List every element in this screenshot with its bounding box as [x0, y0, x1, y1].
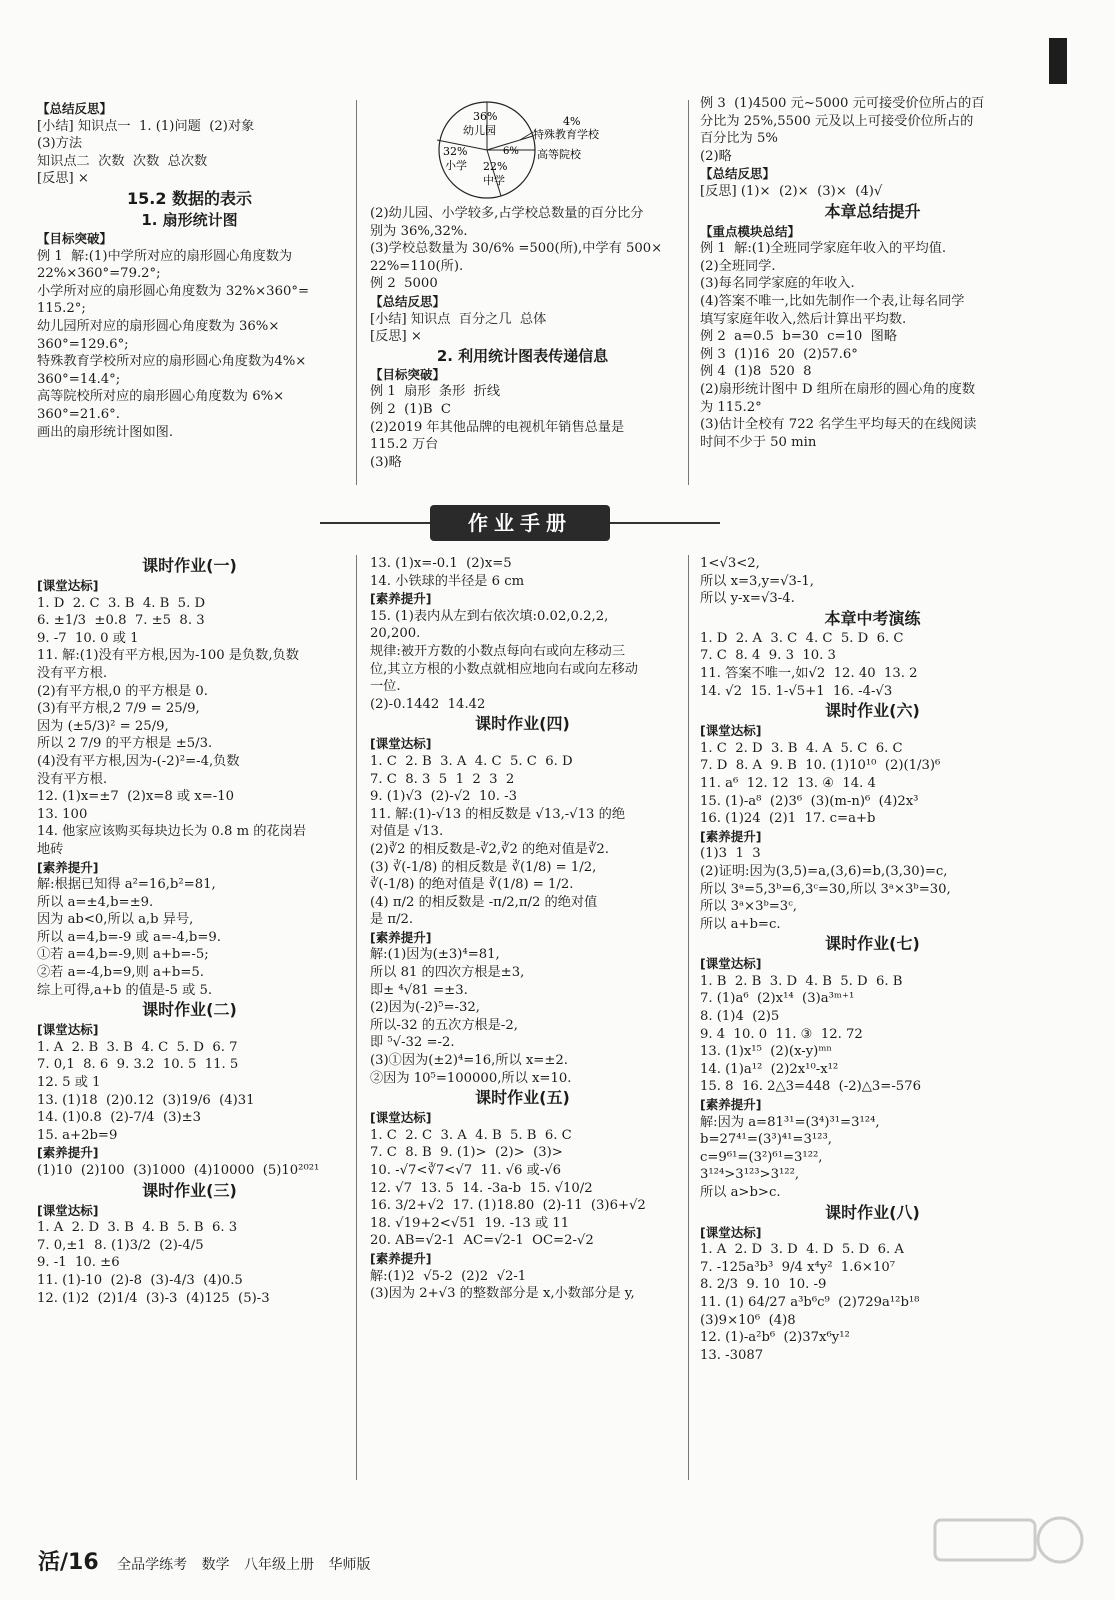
answer-line: 1. C 2. B 3. A 4. C 5. C 6. D	[370, 753, 573, 769]
answer-line: 3¹²⁴>3¹²³>3¹²²,	[700, 1167, 800, 1183]
pie-label: 特殊教育学校	[533, 128, 599, 141]
answer-line: 11. 答案不唯一,如√2 12. 40 13. 2	[700, 665, 918, 681]
answer-line: 例 2 5000	[370, 276, 438, 292]
answer-line: 所以 x=3,y=√3-1,	[700, 573, 814, 589]
answer-line: 11. a⁶ 12. 12 13. ④ 14. 4	[700, 775, 876, 791]
answer-column-1	[37, 100, 342, 441]
subject: 数学	[201, 1557, 230, 1573]
answer-line: 11. (1) 64/27 a³b⁶c⁹ (2)729a¹²b¹⁸	[700, 1294, 920, 1310]
answer-line: 解:(1)2 √5-2 (2)2 √2-1	[370, 1268, 527, 1284]
answer-line: 9. -7 10. 0 或 1	[37, 630, 139, 646]
answer-column-3	[700, 95, 1045, 451]
answer-line: 课时作业(四)	[475, 714, 570, 734]
pie-label: 4%	[563, 115, 581, 128]
answer-line: 7. C 8. B 9. (1)> (2)> (3)>	[370, 1145, 563, 1161]
answer-line: [课堂达标]	[37, 1202, 99, 1218]
answer-line: 规律:被开方数的小数点每向右或向左移动三	[370, 643, 626, 659]
answer-line: (2)全班同学.	[700, 258, 776, 274]
answer-line: 百分比为 5%	[700, 131, 778, 147]
pie-label: 36%	[473, 110, 498, 123]
answer-line: b=27⁴¹=(3³)⁴¹=3¹²³,	[700, 1132, 832, 1148]
answer-line: (2)略	[700, 148, 732, 164]
answer-line: 课时作业(一)	[142, 556, 237, 575]
answer-line: 【总结反思】	[37, 101, 113, 116]
answer-line: 例 3 (1)16 20 (2)57.6°	[700, 346, 858, 362]
page-footer	[38, 1545, 380, 1576]
answer-line: 所以 81 的四次方根是±3,	[370, 965, 525, 981]
answer-line: 没有平方根.	[37, 771, 108, 787]
column-divider	[356, 100, 357, 485]
answer-line: [课堂达标]	[700, 723, 762, 739]
banner-rule-right	[610, 522, 720, 524]
answer-line: [课堂达标]	[37, 578, 99, 593]
answer-line: 7. -125a³b³ 9/4 x⁴y² 1.6×10⁷	[700, 1259, 896, 1275]
answer-line: 10. -√7<∛7<√7 11. √6 或-√6	[370, 1163, 562, 1178]
answer-line: 360°=129.6°;	[37, 336, 129, 352]
answer-line: 所以-32 的五次方根是-2,	[370, 1017, 518, 1033]
answer-line: 15. 8 16. 2△3=448 (-2)△3=-576	[700, 1079, 921, 1095]
answer-line: 例 4 (1)8 520 8	[700, 364, 812, 380]
answer-line: 例 2 a=0.5 b=30 c=10 图略	[700, 329, 898, 345]
answer-line: 13. 100	[37, 806, 88, 822]
answer-line: [素养提升]	[370, 929, 432, 945]
watermark-logo	[925, 1510, 1085, 1590]
answer-line: (4) π/2 的相反数是 -π/2,π/2 的绝对值	[370, 894, 598, 910]
answer-line: 14. √2 15. 1-√5+1 16. -4-√3	[700, 683, 893, 699]
answer-line: [素养提升]	[370, 591, 432, 607]
answer-line: [小结] 知识点一 1. (1)问题 (2)对象	[37, 118, 255, 134]
answer-line: 1. A 2. D 3. B 4. B 5. B 6. 3	[37, 1220, 238, 1236]
answer-line: 例 1 解:(1)中学所对应的扇形圆心角度数为	[37, 248, 293, 264]
answer-line: 【重点模块总结】	[700, 223, 801, 239]
answer-line: 20. AB=√2-1 AC=√2-1 OC=2-√2	[370, 1233, 594, 1249]
pie-chart	[425, 100, 665, 200]
answer-line: 12. (1)2 (2)1/4 (3)-3 (4)125 (5)-3	[37, 1290, 270, 1306]
answer-line: 例 2 (1)B C	[370, 401, 451, 417]
answer-line: 【总结反思】	[700, 166, 776, 182]
answer-line: 课时作业(二)	[142, 1000, 237, 1020]
answer-line: (2)∛2 的相反数是-∛2,∛2 的绝对值是∛2.	[370, 841, 609, 857]
answer-line: 【目标突破】	[37, 230, 113, 246]
answer-line: 所以 a>b>c.	[700, 1185, 781, 1200]
answer-line: 22%=110(所).	[370, 258, 464, 274]
answer-line: 课时作业(八)	[825, 1202, 920, 1222]
answer-line: [素养提升]	[37, 859, 99, 875]
answer-line: (3)9×10⁶ (4)8	[700, 1312, 796, 1328]
answer-line: 9. 4 10. 0 11. ③ 12. 72	[700, 1026, 863, 1042]
grade: 八年级上册	[244, 1557, 315, 1573]
answer-line: ②因为 10⁵=100000,所以 x=10.	[370, 1070, 572, 1086]
answer-line: 时间不少于 50 min	[700, 434, 817, 450]
answer-line: (2)有平方根,0 的平方根是 0.	[37, 683, 208, 699]
answer-line: (3)因为 2+√3 的整数部分是 x,小数部分是 y,	[370, 1286, 635, 1302]
answer-line: ∛(-1/8) 的绝对值是 ∛(1/8) = 1/2.	[370, 877, 574, 893]
answer-line: 15. a+2b=9	[37, 1127, 118, 1143]
answer-line: (3) ∛(-1/8) 的相反数是 ∛(1/8) = 1/2,	[370, 859, 597, 875]
answer-line: 解:(1)因为(±3)⁴=81,	[370, 947, 500, 963]
answer-line: [素养提升]	[37, 1145, 99, 1161]
answer-line: (4)没有平方根,因为-(-2)²=-4,负数	[37, 753, 240, 769]
answer-line: 115.2 万台	[370, 437, 439, 453]
answer-line: 16. (1)24 (2)1 17. c=a+b	[700, 811, 876, 827]
answer-line: 课时作业(五)	[475, 1088, 570, 1108]
answer-line: 课时作业(三)	[142, 1180, 237, 1200]
column-divider	[688, 100, 689, 485]
corner-mark	[1049, 38, 1067, 84]
answer-line: (1)10 (2)100 (3)1000 (4)10000 (5)10²⁰²¹	[37, 1163, 320, 1178]
answer-line: 因为 (±5/3)² = 25/9,	[37, 718, 169, 734]
answer-line: 小学所对应的扇形圆心角度数为 32%×360°=	[37, 283, 309, 299]
answer-line: (1)3 1 3	[700, 846, 761, 862]
answer-line: 1. A 2. D 3. D 4. D 5. D 6. A	[700, 1242, 904, 1258]
answer-line: (3)学校总数量为 30/6% =500(所),中学有 500×	[370, 241, 663, 257]
answer-line: [素养提升]	[370, 1250, 432, 1266]
column-divider	[688, 555, 689, 1480]
pie-label: 小学	[445, 159, 467, 172]
answer-line: (2)扇形统计图中 D 组所在扇形的圆心角的度数	[700, 381, 976, 397]
answer-line: 一位.	[370, 679, 401, 695]
answer-line: [课堂达标]	[700, 956, 762, 972]
answer-line: 12. √7 13. 5 14. -3a-b 15. √10/2	[370, 1180, 593, 1196]
answer-line: 7. (1)a⁶ (2)x¹⁴ (3)a³ᵐ⁺¹	[700, 991, 855, 1007]
answer-line: 360°=21.6°.	[37, 406, 120, 422]
answer-line: 因为 ab<0,所以 a,b 异号,	[37, 912, 194, 928]
book-title: 全品学练考	[117, 1557, 188, 1573]
answer-line: 15. (1)表内从左到右依次填:0.02,0.2,2,	[370, 608, 609, 624]
answer-line: 22%×360°=79.2°;	[37, 266, 161, 282]
answer-line: c=9⁶¹=(3²)⁶¹=3¹²²,	[700, 1149, 823, 1165]
answer-line: 所以 y-x=√3-4.	[700, 591, 795, 607]
answer-line: 解:因为 a=81³¹=(3⁴)³¹=3¹²⁴,	[700, 1114, 880, 1130]
answer-line: 1. D 2. A 3. C 4. C 5. D 6. C	[700, 630, 904, 646]
answer-line: ①若 a=4,b=-9,则 a+b=-5;	[37, 947, 209, 963]
answer-line: 14. 他家应该购买每块边长为 0.8 m 的花岗岩	[37, 824, 307, 840]
answer-line: [素养提升]	[700, 1097, 762, 1113]
answer-line: 所以 3ᵃ=5,3ᵇ=6,3ᶜ=30,所以 3ᵃ×3ᵇ=30,	[700, 881, 951, 897]
answer-line: 11. 解:(1)-√13 的相反数是 √13,-√13 的绝	[370, 806, 626, 822]
answer-line: 1. D 2. C 3. B 4. B 5. D	[37, 595, 206, 611]
answer-line: 画出的扇形统计图如图.	[37, 424, 174, 440]
pie-label: 32%	[443, 145, 468, 158]
column-divider	[356, 555, 357, 1480]
answer-line: 所以 a=±4,b=±9.	[37, 894, 154, 910]
answer-line: 【目标突破】	[370, 366, 446, 382]
answer-line: 所以 2 7/9 的平方根是 ±5/3.	[37, 736, 213, 752]
answer-line: 分比为 25%,5500 元及以上可接受价位所占的	[700, 113, 974, 129]
answer-line: [反思] ×	[370, 329, 422, 345]
answer-line: 课时作业(六)	[825, 701, 920, 721]
answer-column-6	[700, 555, 1045, 1364]
answer-line: 20,200.	[370, 626, 421, 642]
answer-line: 8. (1)4 (2)5	[700, 1009, 780, 1025]
pie-label: 中学	[483, 174, 505, 187]
answer-line: 例 1 解:(1)全班同学家庭年收入的平均值.	[700, 241, 947, 257]
answer-column-4	[37, 555, 342, 1307]
answer-line: 即 ⁵√-32 =-2.	[370, 1035, 455, 1051]
answer-line: ②若 a=-4,b=9,则 a+b=5.	[37, 965, 204, 981]
answer-line: 知识点二 次数 次数 总次数	[37, 153, 208, 169]
answer-column-2	[370, 205, 675, 471]
answer-line: 7. C 8. 4 9. 3 10. 3	[700, 648, 836, 664]
answer-line: 7. C 8. 3 5 1 2 3 2	[370, 771, 515, 787]
page-number: 活/16	[38, 1550, 99, 1575]
answer-line: 别为 36%,32%.	[370, 223, 468, 239]
answer-line: 解:根据已知得 a²=16,b²=81,	[37, 877, 216, 893]
answer-line: 例 3 (1)4500 元~5000 元可接受价位所占的百	[700, 96, 985, 111]
answer-line: 本章中考演练	[824, 608, 921, 628]
answer-line: 15. (1)-a⁸ (2)3⁶ (3)(m-n)⁶ (4)2x³	[700, 793, 919, 809]
answer-line: (2)-0.1442 14.42	[370, 696, 486, 712]
answer-line: 13. (1)x=-0.1 (2)x=5	[370, 556, 512, 571]
answer-line: 7. 0,±1 8. (1)3/2 (2)-4/5	[37, 1237, 204, 1253]
answer-line: 例 1 扇形 条形 折线	[370, 384, 501, 400]
answer-line: 对值是 √13.	[370, 824, 444, 840]
answer-line: 14. (1)a¹² (2)2x¹⁰-x¹²	[700, 1061, 839, 1077]
answer-line: 所以 a+b=c.	[700, 916, 781, 932]
answer-line: 所以 a=4,b=-9 或 a=-4,b=9.	[37, 929, 221, 945]
answer-line: 没有平方根.	[37, 665, 108, 681]
answer-line: 即± ⁴√81 =±3.	[370, 982, 468, 998]
edition: 华师版	[328, 1557, 371, 1573]
answer-line: 高等院校所对应的扇形圆心角度数为 6%×	[37, 389, 285, 405]
answer-line: 14. 小铁球的半径是 6 cm	[370, 573, 525, 589]
answer-line: 【总结反思】	[370, 293, 446, 309]
answer-line: 幼儿园所对应的扇形圆心角度数为 36%×	[37, 318, 280, 334]
answer-line: 1<√3<2,	[700, 556, 760, 571]
answer-line: 是 π/2.	[370, 912, 414, 928]
answer-line: 13. (1)18 (2)0.12 (3)19/6 (4)31	[37, 1092, 255, 1108]
answer-line: [课堂达标]	[37, 1022, 99, 1038]
answer-line: 7. 0,1 8. 6 9. 3.2 10. 5 11. 5	[37, 1057, 239, 1073]
banner-rule-left	[320, 522, 430, 524]
answer-line: (2)2019 年其他品牌的电视机年销售总量是	[370, 419, 625, 435]
answer-line: (3)略	[370, 454, 402, 470]
section-banner: 作业手册	[430, 505, 610, 541]
answer-line: [课堂达标]	[370, 1110, 432, 1126]
answer-line: 课时作业(七)	[825, 934, 920, 954]
answer-line: 14. (1)0.8 (2)-7/4 (3)±3	[37, 1110, 202, 1126]
answer-line: 115.2°;	[37, 301, 86, 317]
answer-line: 11. (1)-10 (2)-8 (3)-4/3 (4)0.5	[37, 1272, 243, 1288]
answer-line: 填写家庭年收入,然后计算出平均数.	[700, 311, 907, 327]
pie-label: 6%	[503, 146, 519, 157]
answer-line: (3)方法	[37, 136, 83, 152]
answer-line: 360°=14.4°;	[37, 371, 121, 387]
answer-line: 6. ±1/3 ±0.8 7. ±5 8. 3	[37, 613, 205, 629]
answer-line: (3)每名同学家庭的年收入.	[700, 276, 855, 292]
answer-line: 2. 利用统计图表传递信息	[436, 346, 609, 365]
answer-line: (2)因为(-2)⁵=-32,	[370, 1000, 480, 1016]
answer-line: 所以 3ᵃ×3ᵇ=3ᶜ,	[700, 899, 797, 915]
answer-line: 为 115.2°	[700, 399, 762, 415]
answer-line: 综上可得,a+b 的值是-5 或 5.	[37, 982, 213, 998]
answer-line: [反思] ×	[37, 171, 89, 187]
answer-line: 1. 扇形统计图	[141, 210, 238, 229]
answer-line: 13. -3087	[700, 1347, 764, 1363]
pie-label: 幼儿园	[463, 124, 496, 137]
answer-line: [反思] (1)× (2)× (3)× (4)√	[700, 183, 883, 199]
answer-line: (3)有平方根,2 7/9 = 25/9,	[37, 701, 200, 717]
answer-column-5	[370, 555, 675, 1303]
answer-line: 1. A 2. B 3. B 4. C 5. D 6. 7	[37, 1039, 238, 1055]
answer-line: (2)证明:因为(3,5)=a,(3,6)=b,(3,30)=c,	[700, 863, 948, 879]
answer-line: 11. 解:(1)没有平方根,因为-100 是负数,负数	[37, 648, 299, 664]
answer-line: 9. (1)√3 (2)-√2 10. -3	[370, 789, 517, 805]
answer-line: (4)答案不唯一,比如先制作一个表,让每名同学	[700, 293, 965, 309]
answer-line: 12. 5 或 1	[37, 1075, 101, 1091]
answer-line: 12. (1)-a²b⁶ (2)37x⁶y¹²	[700, 1330, 850, 1346]
answer-line: 15.2 数据的表示	[126, 188, 253, 208]
answer-line: (3)估计全校有 722 名学生平均每天的在线阅读	[700, 417, 977, 433]
answer-line: 1. B 2. B 3. D 4. B 5. D 6. B	[700, 973, 903, 989]
answer-line: 9. -1 10. ±6	[37, 1255, 120, 1271]
answer-line: 地砖	[37, 841, 64, 857]
answer-line: 18. √19+2<√51 19. -13 或 11	[370, 1215, 570, 1231]
answer-line: 8. 2/3 9. 10 10. -9	[700, 1277, 827, 1293]
answer-line: 位,其立方根的小数点就相应地向右或向左移动	[370, 661, 638, 677]
answer-line: 本章总结提升	[824, 201, 921, 221]
pie-label: 高等院校	[537, 148, 581, 161]
answer-line: (3)①因为(±2)⁴=16,所以 x=±2.	[370, 1053, 568, 1069]
answer-line: [小结] 知识点 百分之几 总体	[370, 311, 547, 327]
answer-line: 特殊教育学校所对应的扇形圆心角度数为4%×	[37, 354, 307, 370]
answer-line: 16. 3/2+√2 17. (1)18.80 (2)-11 (3)6+√2	[370, 1198, 646, 1214]
answer-line: (2)幼儿园、小学较多,占学校总数量的百分比分	[370, 206, 644, 221]
answer-line: [素养提升]	[700, 828, 762, 844]
answer-line: 1. C 2. C 3. A 4. B 5. B 6. C	[370, 1127, 572, 1143]
pie-label: 22%	[483, 160, 508, 173]
answer-line: [课堂达标]	[370, 736, 432, 752]
answer-line: 7. D 8. A 9. B 10. (1)10¹⁰ (2)(1/3)⁶	[700, 758, 941, 774]
answer-line: [课堂达标]	[700, 1224, 762, 1240]
answer-line: 12. (1)x=±7 (2)x=8 或 x=-10	[37, 789, 235, 805]
answer-line: 1. C 2. D 3. B 4. A 5. C 6. C	[700, 740, 903, 756]
answer-line: 13. (1)x¹⁵ (2)(x-y)ᵐⁿ	[700, 1044, 833, 1060]
